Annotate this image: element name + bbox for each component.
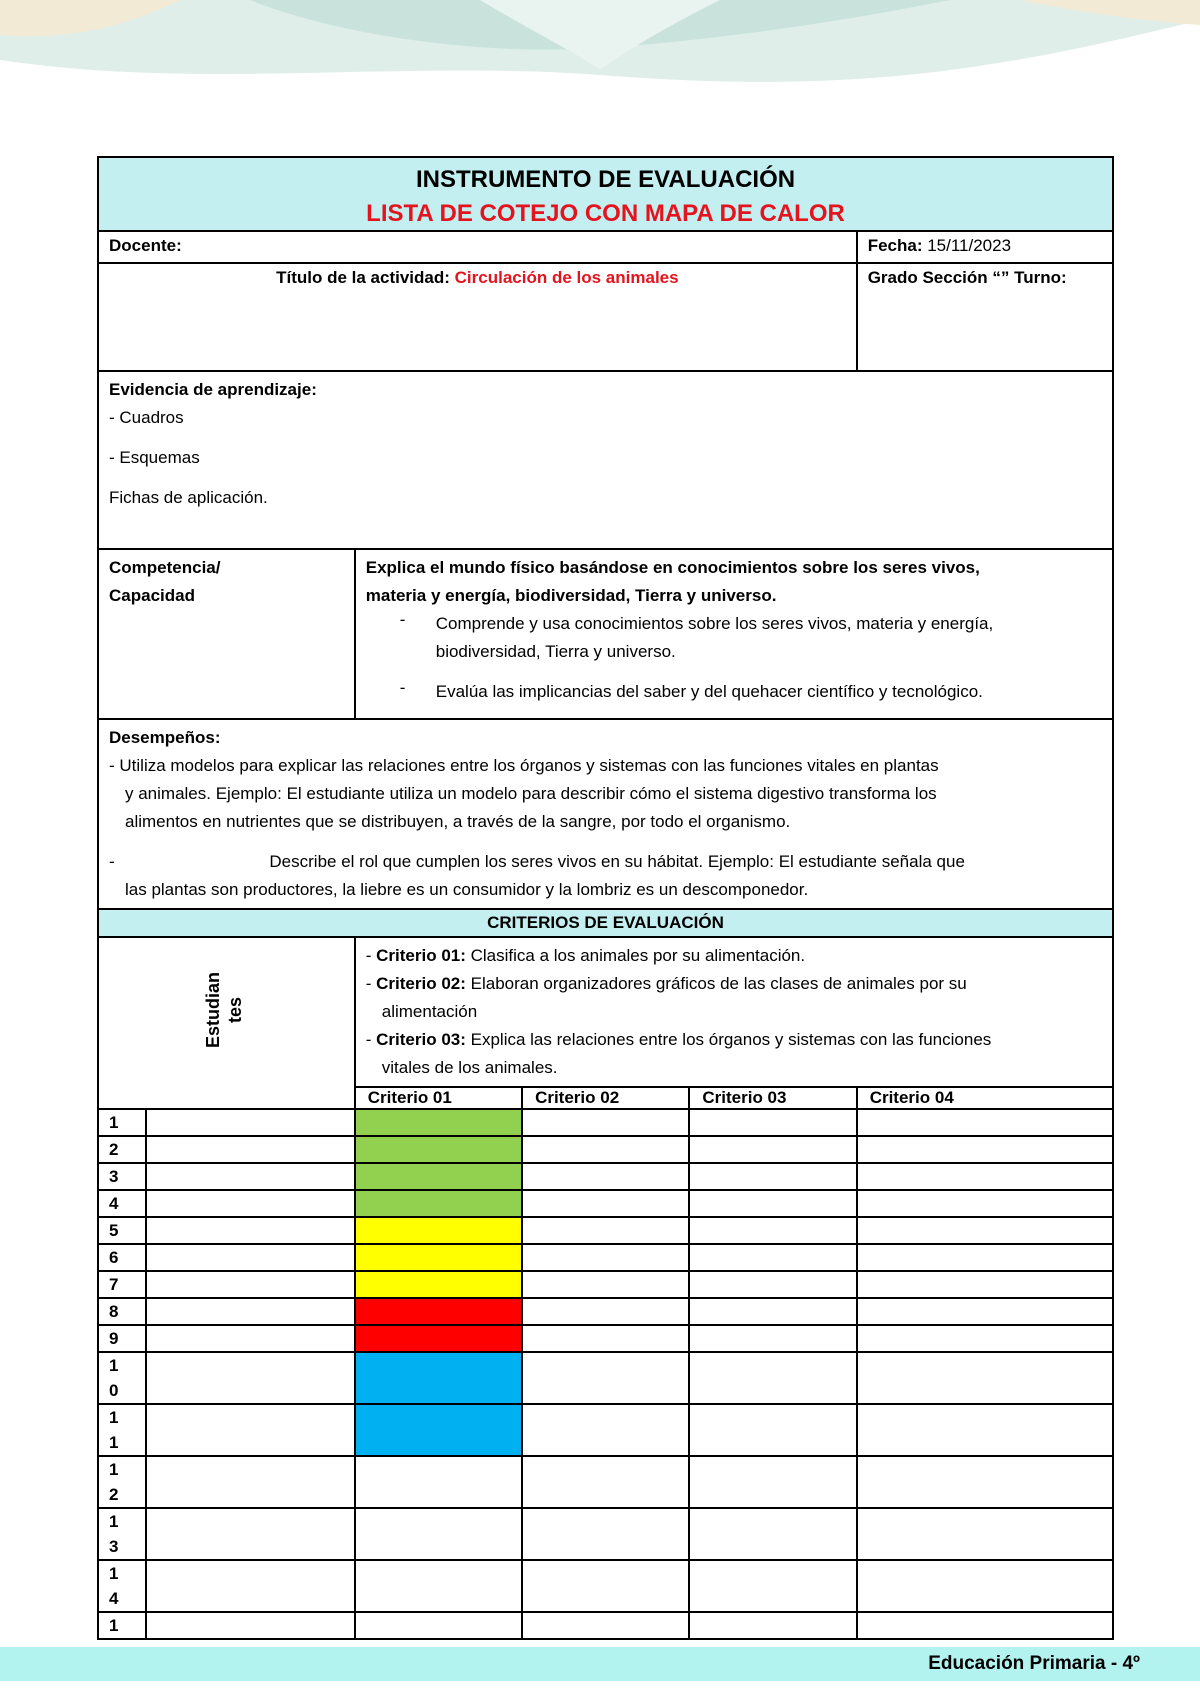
- criterio-cell[interactable]: [857, 1612, 1113, 1639]
- desempenos-cell: [98, 719, 1113, 909]
- student-name-cell[interactable]: [146, 1109, 355, 1136]
- student-name-cell[interactable]: [146, 1163, 355, 1190]
- student-name-cell[interactable]: [146, 1298, 355, 1325]
- criterio-cell[interactable]: [689, 1136, 856, 1163]
- student-name-cell[interactable]: [146, 1325, 355, 1352]
- grado-cell: [857, 263, 1113, 371]
- criterio-cell[interactable]: [522, 1298, 689, 1325]
- row-number-part: 2: [109, 1485, 119, 1504]
- table-row: [98, 1298, 1113, 1325]
- document-subtitle: LISTA DE COTEJO CON MAPA DE CALOR: [366, 200, 845, 227]
- criterio-cell[interactable]: [689, 1612, 856, 1639]
- row-number-part: 9: [109, 1329, 119, 1348]
- capacidad-text: biodiversidad, Tierra y universo.: [435, 642, 676, 661]
- table-row: [98, 1271, 1113, 1298]
- row-number: [98, 1217, 146, 1244]
- table-row: [98, 1190, 1113, 1217]
- table-row: [98, 1325, 1113, 1352]
- table-row: [98, 1404, 1113, 1456]
- heatmap-cell[interactable]: [355, 1163, 522, 1190]
- criterio-cell[interactable]: [689, 1508, 856, 1560]
- capacidad-label: Capacidad: [109, 586, 195, 605]
- criterio-cell[interactable]: [522, 1271, 689, 1298]
- column-header: Criterio 01: [355, 1087, 522, 1109]
- titulo-value: Circulación de los animales: [454, 268, 679, 287]
- competencia-content-cell: [355, 549, 1113, 719]
- student-name-cell[interactable]: [146, 1560, 355, 1612]
- row-number-part: 4: [109, 1589, 119, 1608]
- criterio-cell[interactable]: [857, 1508, 1113, 1560]
- heatmap-cell[interactable]: [355, 1298, 522, 1325]
- table-row: [98, 1136, 1113, 1163]
- criterio-label: Criterio 03:: [376, 1030, 466, 1049]
- student-name-cell[interactable]: [146, 1244, 355, 1271]
- capacidad-text: Evalúa las implicancias del saber y del quehacer científico y tecnológico.: [435, 682, 983, 701]
- heatmap-cell[interactable]: [355, 1217, 522, 1244]
- fecha-cell: [857, 231, 1113, 263]
- row-number-part: 7: [109, 1275, 119, 1294]
- row-number-part: 4: [109, 1194, 119, 1213]
- column-header: Criterio 02: [522, 1087, 689, 1109]
- docente-label: Docente:: [109, 236, 182, 255]
- criterio-cell[interactable]: [689, 1163, 856, 1190]
- students-label-part: Estudian: [203, 972, 223, 1049]
- desempenos-label: Desempeños:: [109, 728, 221, 747]
- criterio-cell[interactable]: [689, 1217, 856, 1244]
- students-label-part: tes: [225, 997, 245, 1024]
- student-name-cell[interactable]: [146, 1136, 355, 1163]
- criterio-cell[interactable]: [522, 1560, 689, 1612]
- criterio-cell[interactable]: [857, 1136, 1113, 1163]
- row-number-part: 1: [109, 1408, 119, 1427]
- student-name-cell[interactable]: [146, 1271, 355, 1298]
- criterio-cell[interactable]: [857, 1456, 1113, 1508]
- criterio-cell[interactable]: [522, 1109, 689, 1136]
- student-name-cell[interactable]: [146, 1404, 355, 1456]
- criterio-cell[interactable]: [689, 1271, 856, 1298]
- table-row: [98, 1217, 1113, 1244]
- student-name-cell[interactable]: [146, 1508, 355, 1560]
- row-number-part: 2: [109, 1140, 119, 1159]
- criterio-cell[interactable]: [689, 1298, 856, 1325]
- criterio-cell[interactable]: [689, 1560, 856, 1612]
- evidencia-cell: [98, 371, 1113, 549]
- table-row: [98, 1244, 1113, 1271]
- row-number-part: 8: [109, 1302, 119, 1321]
- table-row: [98, 1456, 1113, 1508]
- row-number-part: 1: [109, 1113, 119, 1132]
- docente-cell: [98, 231, 857, 263]
- student-rows: [98, 1109, 1113, 1639]
- criterio-cell[interactable]: [689, 1244, 856, 1271]
- bullet-dash: -: [399, 678, 406, 697]
- criterio-text: Explica las relaciones entre los órganos y sistemas con las funciones: [470, 1030, 992, 1049]
- capacidad-item: [366, 678, 1102, 706]
- fecha-value: 15/11/2023: [927, 236, 1012, 255]
- student-name-cell[interactable]: [146, 1190, 355, 1217]
- heatmap-cell[interactable]: [355, 1560, 522, 1612]
- evaluation-table: [97, 156, 1114, 1640]
- criterio-cell[interactable]: [522, 1352, 689, 1404]
- row-number-part: 6: [109, 1248, 119, 1267]
- row-number: [98, 1560, 146, 1612]
- criterio-cell[interactable]: [857, 1404, 1113, 1456]
- titulo-label: Título de la actividad:: [276, 268, 450, 287]
- criterio-cell[interactable]: [857, 1560, 1113, 1612]
- student-name-cell[interactable]: [146, 1217, 355, 1244]
- table-row: [98, 1560, 1113, 1612]
- students-header-cell: [98, 937, 355, 1109]
- criterio-cell[interactable]: [522, 1456, 689, 1508]
- heatmap-cell[interactable]: [355, 1508, 522, 1560]
- heatmap-cell[interactable]: [355, 1190, 522, 1217]
- row-number: [98, 1325, 146, 1352]
- row-number-part: 1: [109, 1512, 119, 1531]
- competencia-label-cell: [98, 549, 355, 719]
- desempeno-text: las plantas son productores, la liebre es un consumidor y la lombriz es un descomponedor.: [125, 880, 809, 899]
- desempeno-text-2: Describe el rol que cumplen los seres vivos en su hábitat. Ejemplo: El estudiante señala que: [269, 852, 965, 871]
- row-number-part: 1: [109, 1564, 119, 1583]
- capacidad-text: Comprende y usa conocimientos sobre los seres vivos, materia y energía,: [435, 614, 994, 633]
- criterio-cell[interactable]: [857, 1271, 1113, 1298]
- desempeno-text: alimentos en nutrientes que se distribuyen, a través de la sangre, por todo el organismo.: [125, 812, 791, 831]
- criterio-cell[interactable]: [857, 1109, 1113, 1136]
- titulo-cell: [98, 263, 857, 371]
- heatmap-cell[interactable]: [355, 1244, 522, 1271]
- criterio-cell[interactable]: [689, 1456, 856, 1508]
- criterio-desc-cont: vitales de los animales.: [381, 1058, 558, 1077]
- heatmap-cell[interactable]: [355, 1109, 522, 1136]
- table-row: [98, 1508, 1113, 1560]
- criterio-cell[interactable]: [522, 1190, 689, 1217]
- students-label: [202, 965, 246, 1055]
- bullet-dash: -: [399, 610, 406, 629]
- desempeno-text: - Utiliza modelos para explicar las relaciones entre los órganos y sistemas con las funciones vitales en plantas: [109, 756, 939, 775]
- criterio-text: Elaboran organizadores gráficos de las clases de animales por su: [470, 974, 967, 993]
- table-row: [98, 1109, 1113, 1136]
- heatmap-cell[interactable]: [355, 1612, 522, 1639]
- row-number: [98, 1163, 146, 1190]
- student-name-cell[interactable]: [146, 1352, 355, 1404]
- criterio-cell[interactable]: [689, 1109, 856, 1136]
- bullet-dash: -: [109, 852, 115, 871]
- row-number-part: 1: [109, 1433, 119, 1452]
- evidencia-item: Fichas de aplicación.: [109, 488, 268, 507]
- title-block: [98, 157, 1113, 231]
- criterio-cell[interactable]: [857, 1217, 1113, 1244]
- row-number-part: 1: [109, 1616, 119, 1635]
- row-number: [98, 1109, 146, 1136]
- criterio-desc: - Criterio 02: Elaboran organizadores gráficos de las clases de animales por su: [365, 974, 967, 993]
- student-name-cell[interactable]: [146, 1456, 355, 1508]
- row-number-part: 3: [109, 1537, 119, 1556]
- criterio-cell[interactable]: [689, 1404, 856, 1456]
- footer-bar: [0, 1647, 1200, 1681]
- criterio-text: Clasifica a los animales por su alimentación.: [470, 946, 806, 965]
- capacidad-item: [366, 610, 1102, 666]
- row-number-part: 1: [109, 1356, 119, 1375]
- criterios-heading: CRITERIOS DE EVALUACIÓN: [98, 909, 1113, 937]
- heatmap-cell[interactable]: [355, 1136, 522, 1163]
- competencia-text: materia y energía, biodiversidad, Tierra y universo.: [365, 586, 777, 605]
- footer-text: Educación Primaria - 4º: [928, 1653, 1140, 1674]
- criterio-cell[interactable]: [522, 1612, 689, 1639]
- fecha-label: Fecha:: [867, 236, 923, 255]
- heatmap-cell[interactable]: [355, 1325, 522, 1352]
- desempeno-text: y animales. Ejemplo: El estudiante utiliza un modelo para describir cómo el sistema digestivo transforma los: [125, 784, 937, 803]
- criterio-cell[interactable]: [522, 1508, 689, 1560]
- criterios-list-cell: [355, 937, 1113, 1087]
- criterio-cell[interactable]: [857, 1352, 1113, 1404]
- criterio-desc: - Criterio 03: Explica las relaciones entre los órganos y sistemas con las funciones: [365, 1030, 992, 1049]
- table-row: [98, 1352, 1113, 1404]
- competencia-text: Explica el mundo físico basándose en conocimientos sobre los seres vivos,: [365, 558, 980, 577]
- criterio-desc: - Criterio 01: Clasifica a los animales por su alimentación.: [365, 946, 806, 965]
- criterio-cell[interactable]: [522, 1404, 689, 1456]
- desempeno-text: [109, 848, 1102, 876]
- evidencia-item: - Esquemas: [109, 448, 200, 467]
- row-number: [98, 1190, 146, 1217]
- criterio-cell[interactable]: [522, 1325, 689, 1352]
- row-number: [98, 1352, 146, 1404]
- student-name-cell[interactable]: [146, 1612, 355, 1639]
- row-number: [98, 1404, 146, 1456]
- row-number: [98, 1508, 146, 1560]
- row-number-part: 3: [109, 1167, 119, 1186]
- criterio-cell[interactable]: [689, 1325, 856, 1352]
- criterio-label: Criterio 02:: [376, 974, 466, 993]
- criterio-label: Criterio 01:: [376, 946, 466, 965]
- grado-label: Grado Sección “” Turno:: [867, 268, 1067, 287]
- column-header: Criterio 03: [689, 1087, 856, 1109]
- header-decoration: [0, 0, 1200, 110]
- criterio-cell[interactable]: [522, 1136, 689, 1163]
- row-number-part: 1: [109, 1460, 119, 1479]
- criterio-cell[interactable]: [857, 1190, 1113, 1217]
- row-number: [98, 1612, 146, 1639]
- heatmap-cell[interactable]: [355, 1456, 522, 1508]
- criterio-cell[interactable]: [522, 1163, 689, 1190]
- table-row: [98, 1612, 1113, 1639]
- heatmap-cell[interactable]: [355, 1271, 522, 1298]
- table-row: [98, 1163, 1113, 1190]
- criterio-cell[interactable]: [689, 1352, 856, 1404]
- evidencia-label: Evidencia de aprendizaje:: [109, 380, 317, 399]
- row-number: [98, 1136, 146, 1163]
- criterio-cell[interactable]: [857, 1298, 1113, 1325]
- row-number: [98, 1271, 146, 1298]
- heatmap-cell[interactable]: [355, 1352, 522, 1404]
- criterio-cell[interactable]: [857, 1325, 1113, 1352]
- criterio-cell[interactable]: [522, 1244, 689, 1271]
- row-number: [98, 1298, 146, 1325]
- criterio-cell[interactable]: [857, 1163, 1113, 1190]
- row-number: [98, 1244, 146, 1271]
- criterio-cell[interactable]: [689, 1190, 856, 1217]
- row-number-part: 0: [109, 1381, 119, 1400]
- criterio-cell[interactable]: [857, 1244, 1113, 1271]
- heatmap-cell[interactable]: [355, 1404, 522, 1456]
- row-number: [98, 1456, 146, 1508]
- column-header: Criterio 04: [857, 1087, 1113, 1109]
- criterio-desc-cont: alimentación: [381, 1002, 478, 1021]
- row-number-part: 5: [109, 1221, 119, 1240]
- criterio-cell[interactable]: [522, 1217, 689, 1244]
- document-title: INSTRUMENTO DE EVALUACIÓN: [415, 166, 796, 193]
- competencia-label: Competencia/: [109, 558, 221, 577]
- evidencia-item: - Cuadros: [109, 408, 184, 427]
